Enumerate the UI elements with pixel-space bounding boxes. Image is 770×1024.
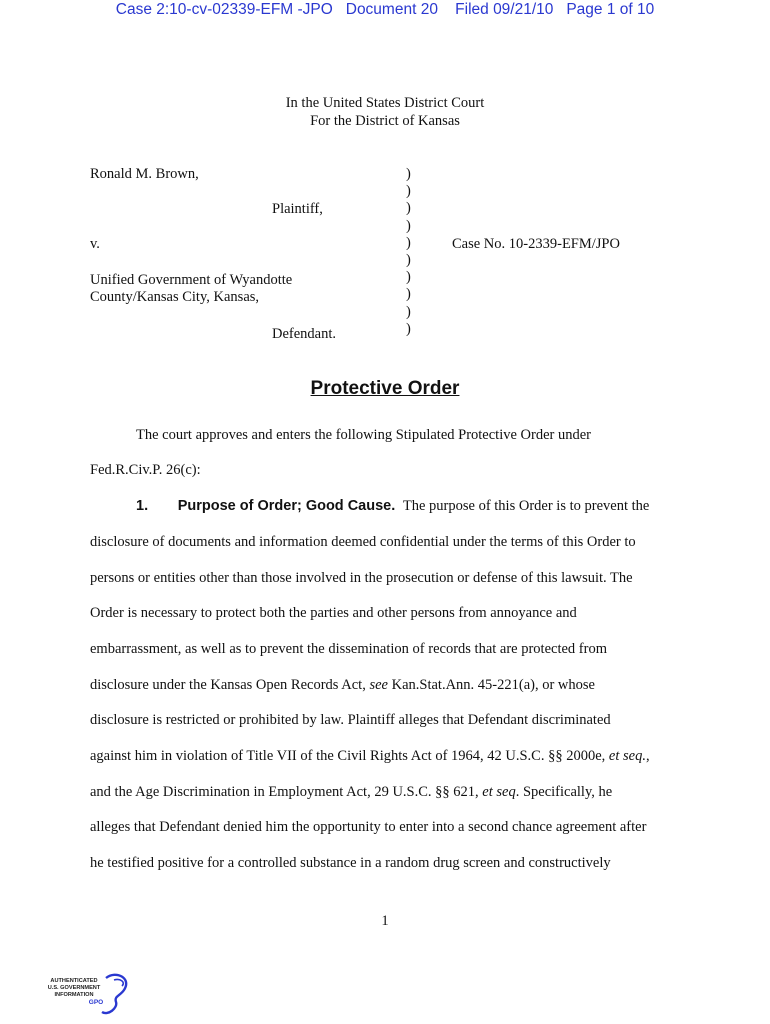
logo-text-line-1: AUTHENTICATED bbox=[50, 978, 98, 984]
section-1-first-line bbox=[136, 498, 649, 515]
document-title: Protective Order bbox=[310, 378, 460, 399]
signal-et-seq: et seq. bbox=[608, 748, 646, 764]
paragraph-line: disclosure is restricted or prohibited by law. Plaintiff alleges that Defendant discriminated bbox=[90, 712, 611, 728]
paren: ) bbox=[406, 183, 411, 200]
logo-text-line-3: INFORMATION bbox=[54, 992, 94, 998]
logo-text-line-2: U.S. GOVERNMENT bbox=[47, 985, 101, 991]
section-number: 1. bbox=[136, 498, 149, 514]
defendant-name-line-1: Unified Government of Wyandotte bbox=[90, 272, 293, 288]
intro-line-1: The court approves and enters the following Stipulated Protective Order under bbox=[136, 427, 592, 443]
paren: ) bbox=[406, 303, 411, 320]
paragraph-line: embarrassment, as well as to prevent the dissemination of records that are protected from bbox=[90, 641, 607, 657]
signal-see: see bbox=[369, 677, 388, 693]
paragraph-line: disclosure of documents and information deemed confidential under the terms of this Order to bbox=[90, 534, 636, 550]
paragraph-line bbox=[90, 784, 612, 801]
eagle-head-icon bbox=[114, 979, 123, 986]
text-run: and the Age Discrimination in Employment Act, 29 U.S.C. §§ 621, bbox=[90, 784, 483, 800]
defendant-role: Defendant. bbox=[272, 326, 337, 342]
paren: ) bbox=[406, 234, 411, 251]
defendant-name-line-2: County/Kansas City, Kansas, bbox=[90, 289, 260, 305]
text-run: . Specifically, he bbox=[515, 784, 613, 800]
paren: ) bbox=[406, 217, 411, 234]
paren: ) bbox=[406, 286, 411, 303]
paren: ) bbox=[406, 269, 411, 286]
plaintiff-role: Plaintiff, bbox=[272, 201, 323, 217]
paren: ) bbox=[406, 166, 411, 182]
versus: v. bbox=[90, 236, 100, 252]
page-number: 1 bbox=[381, 913, 389, 929]
court-name: In the United States District Court bbox=[285, 95, 485, 111]
paren: ) bbox=[406, 252, 411, 269]
signal-et-seq: et seq bbox=[482, 784, 516, 800]
text-run: , bbox=[645, 748, 650, 764]
paren: ) bbox=[406, 320, 411, 337]
gpo-authentication-logo bbox=[44, 972, 134, 1018]
ecf-header-stamp: Case 2:10-cv-02339-EFM -JPO Document 20 Filed 09/21/10 Page 1 of 10 bbox=[115, 1, 655, 18]
section-heading: Purpose of Order; Good Cause. bbox=[177, 498, 396, 514]
text-run: Kan.Stat.Ann. 45-221(a), or whose bbox=[387, 677, 595, 693]
paragraph-line: Order is necessary to protect both the parties and other persons from annoyance and bbox=[90, 605, 577, 621]
intro-line-2: Fed.R.Civ.P. 26(c): bbox=[90, 462, 201, 478]
paragraph-line: he testified positive for a controlled substance in a random drug screen and constructively bbox=[90, 855, 611, 871]
plaintiff-name: Ronald M. Brown, bbox=[90, 166, 199, 182]
court-header bbox=[0, 94, 770, 130]
text-run: against him in violation of Title VII of the Civil Rights Act of 1964, 42 U.S.C. §§ 2000e, bbox=[90, 748, 609, 764]
paragraph-line: persons or entities other than those involved in the prosecution or defense of this lawsuit. The bbox=[90, 570, 633, 586]
paragraph-line bbox=[90, 677, 595, 694]
paragraph-line bbox=[90, 748, 650, 765]
caption-parentheses bbox=[406, 166, 411, 338]
section-text: The purpose of this Order is to prevent the bbox=[402, 498, 650, 514]
court-district: For the District of Kansas bbox=[310, 113, 460, 129]
text-run: disclosure under the Kansas Open Records Act, bbox=[90, 677, 370, 693]
logo-mark-text: GPO bbox=[88, 999, 104, 1006]
paren: ) bbox=[406, 200, 411, 217]
paragraph-line: alleges that Defendant denied him the opportunity to enter into a second chance agreement after bbox=[90, 819, 647, 835]
case-number: Case No. 10-2339-EFM/JPO bbox=[452, 236, 620, 252]
